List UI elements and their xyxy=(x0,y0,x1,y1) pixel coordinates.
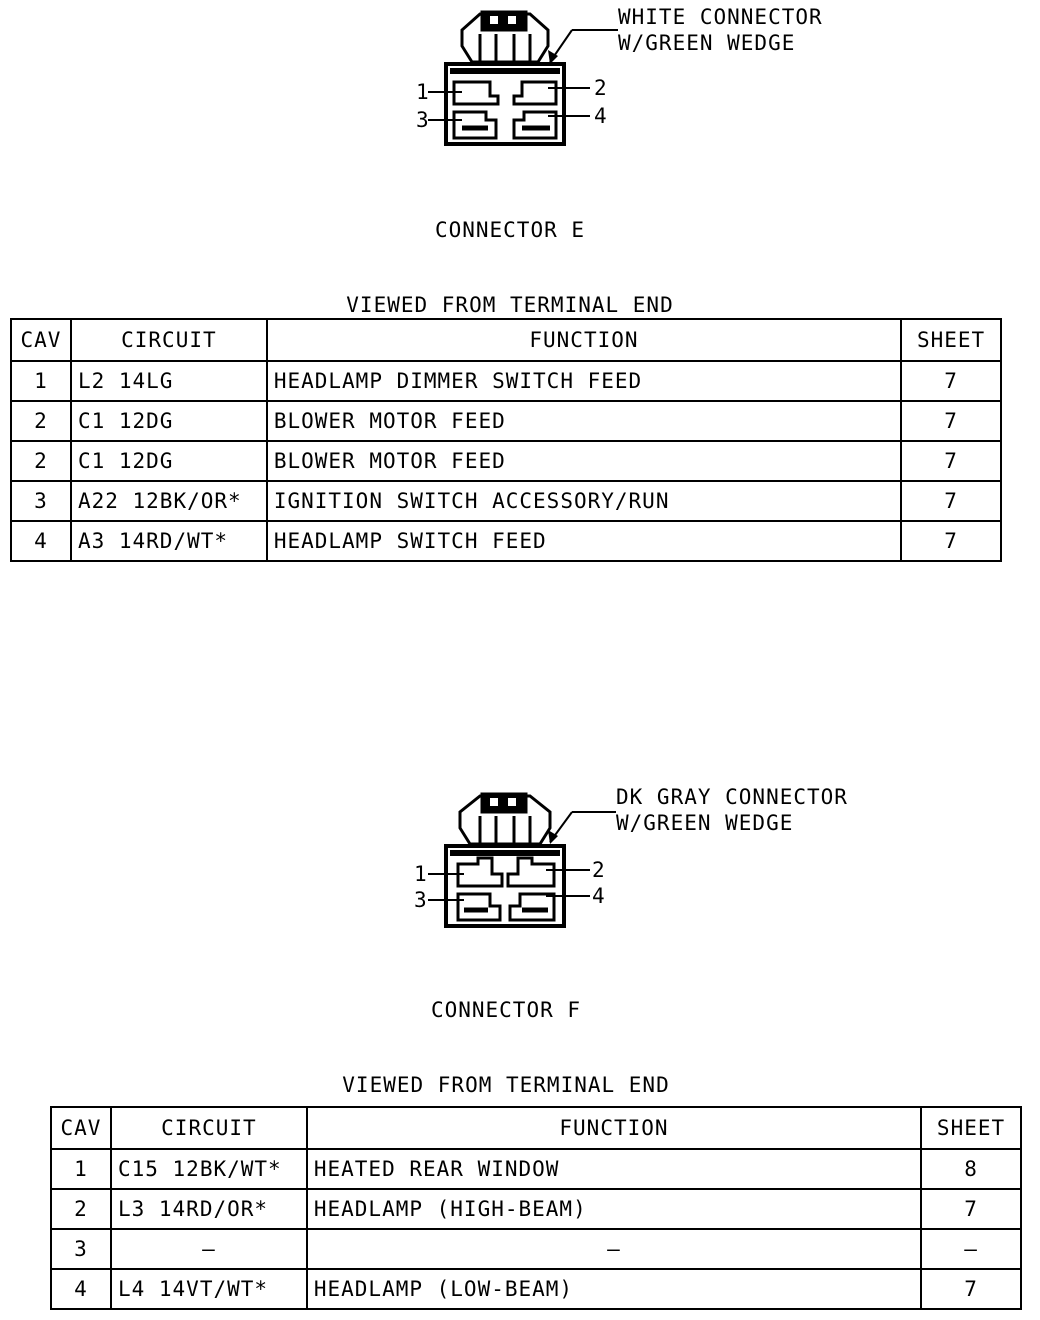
pin-2-label: 2 xyxy=(592,858,605,882)
header-function: FUNCTION xyxy=(307,1107,921,1149)
table-row xyxy=(11,521,1001,561)
cav-cell: 2 xyxy=(11,441,71,481)
pin-1-label: 1 xyxy=(414,862,427,886)
cav-cell: 3 xyxy=(11,481,71,521)
connector-e-view: VIEWED FROM TERMINAL END xyxy=(346,293,674,317)
table-row xyxy=(51,1189,1021,1229)
table-row xyxy=(51,1229,1021,1269)
function-cell: HEADLAMP SWITCH FEED xyxy=(267,521,901,561)
function-cell: IGNITION SWITCH ACCESSORY/RUN xyxy=(267,481,901,521)
sheet-cell: 7 xyxy=(901,481,1001,521)
connector-e-callout: WHITE CONNECTOR W/GREEN WEDGE xyxy=(618,5,823,55)
cav-cell: 2 xyxy=(51,1189,111,1229)
function-cell: BLOWER MOTOR FEED xyxy=(267,441,901,481)
circuit-cell: L2 14LG xyxy=(71,361,267,401)
header-sheet: SHEET xyxy=(901,319,1001,361)
table-row xyxy=(11,361,1001,401)
cav-cell: 4 xyxy=(11,521,71,561)
cav-cell: 1 xyxy=(11,361,71,401)
pin-2-label: 2 xyxy=(594,76,607,100)
header-circuit: CIRCUIT xyxy=(111,1107,307,1149)
table-row xyxy=(11,481,1001,521)
table-header-row xyxy=(11,319,1001,361)
table-row xyxy=(51,1149,1021,1189)
sheet-cell: — xyxy=(921,1229,1021,1269)
circuit-cell: L4 14VT/WT* xyxy=(111,1269,307,1309)
sheet-cell: 7 xyxy=(901,361,1001,401)
connector-e-table xyxy=(10,318,1002,562)
sheet-cell: 7 xyxy=(921,1189,1021,1229)
table-header-row xyxy=(51,1107,1021,1149)
sheet-cell: 7 xyxy=(901,521,1001,561)
connector-f-view: VIEWED FROM TERMINAL END xyxy=(342,1073,670,1097)
connector-f-callout: DK GRAY CONNECTOR W/GREEN WEDGE xyxy=(616,785,848,835)
circuit-cell: C1 12DG xyxy=(71,441,267,481)
connector-f-table xyxy=(50,1106,1022,1310)
pin-1-label: 1 xyxy=(416,80,429,104)
function-cell: HEADLAMP (LOW-BEAM) xyxy=(307,1269,921,1309)
header-cav: CAV xyxy=(51,1107,111,1149)
sheet-cell: 7 xyxy=(901,441,1001,481)
table-row xyxy=(51,1269,1021,1309)
header-circuit: CIRCUIT xyxy=(71,319,267,361)
circuit-cell: C15 12BK/WT* xyxy=(111,1149,307,1189)
circuit-cell: A3 14RD/WT* xyxy=(71,521,267,561)
sheet-cell: 7 xyxy=(901,401,1001,441)
sheet-cell: 7 xyxy=(921,1269,1021,1309)
function-cell: HEADLAMP (HIGH-BEAM) xyxy=(307,1189,921,1229)
header-cav: CAV xyxy=(11,319,71,361)
header-function: FUNCTION xyxy=(267,319,901,361)
circuit-cell: A22 12BK/OR* xyxy=(71,481,267,521)
connector-e-title: CONNECTOR E xyxy=(434,218,586,242)
pin-4-label: 4 xyxy=(594,104,607,128)
function-cell: HEADLAMP DIMMER SWITCH FEED xyxy=(267,361,901,401)
function-cell: HEATED REAR WINDOW xyxy=(307,1149,921,1189)
circuit-cell: L3 14RD/OR* xyxy=(111,1189,307,1229)
connector-f-caption xyxy=(326,948,686,1123)
pin-3-label: 3 xyxy=(416,108,429,132)
connector-e-caption xyxy=(330,168,690,343)
pin-3-label: 3 xyxy=(414,888,427,912)
cav-cell: 3 xyxy=(51,1229,111,1269)
circuit-cell: — xyxy=(111,1229,307,1269)
function-cell: — xyxy=(307,1229,921,1269)
header-sheet: SHEET xyxy=(921,1107,1021,1149)
table-row xyxy=(11,441,1001,481)
function-cell: BLOWER MOTOR FEED xyxy=(267,401,901,441)
cav-cell: 4 xyxy=(51,1269,111,1309)
cav-cell: 1 xyxy=(51,1149,111,1189)
pin-4-label: 4 xyxy=(592,884,605,908)
connector-f-title: CONNECTOR F xyxy=(430,998,582,1022)
table-row xyxy=(11,401,1001,441)
sheet-cell: 8 xyxy=(921,1149,1021,1189)
circuit-cell: C1 12DG xyxy=(71,401,267,441)
cav-cell: 2 xyxy=(11,401,71,441)
